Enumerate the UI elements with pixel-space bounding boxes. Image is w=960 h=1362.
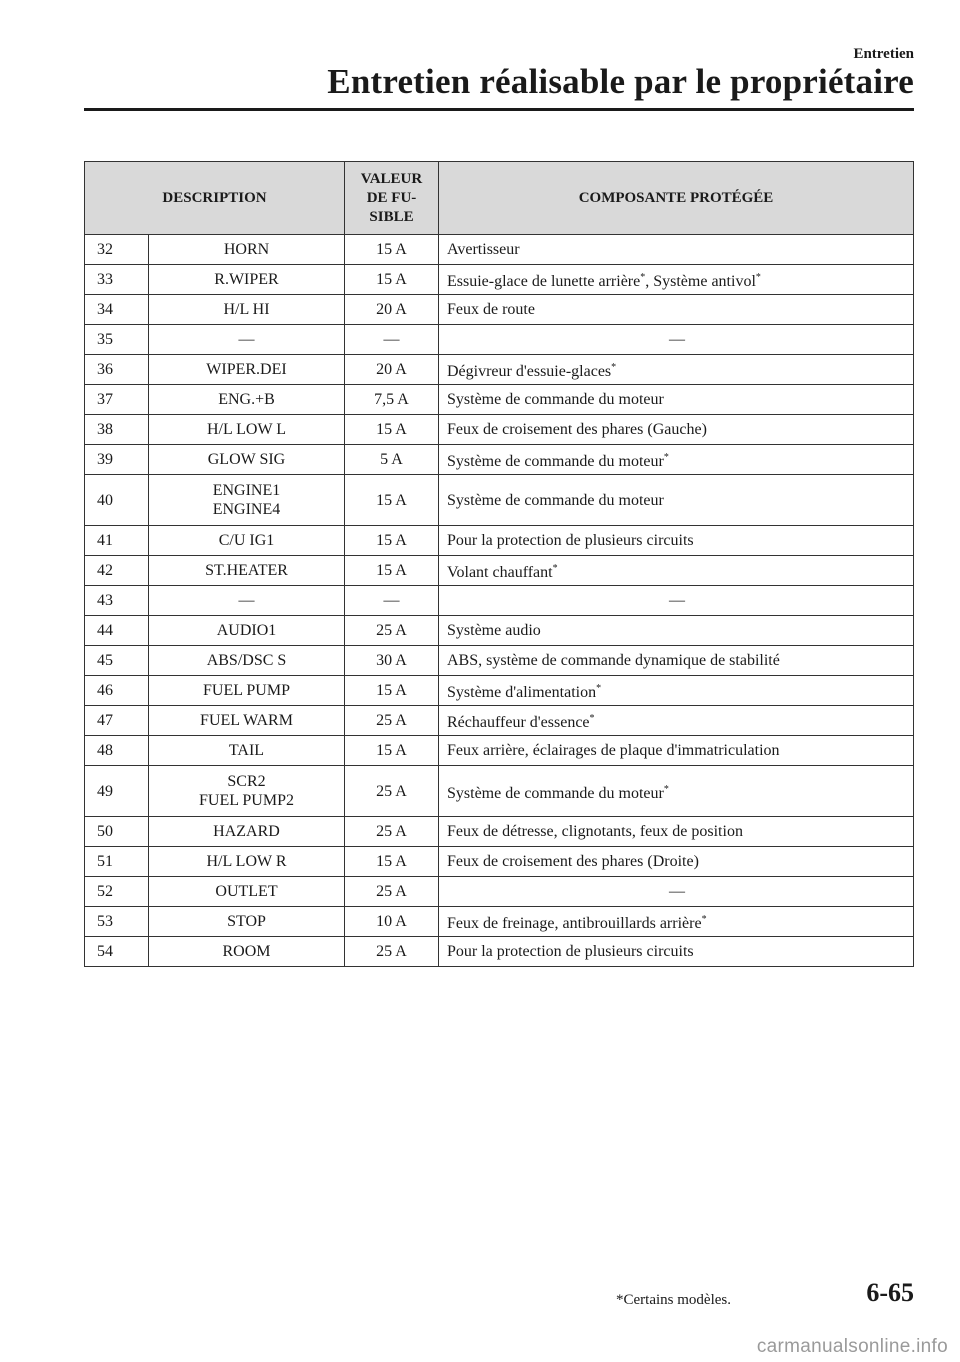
protected-component: ― bbox=[439, 586, 914, 616]
table-row bbox=[85, 325, 914, 355]
fuse-value: 30 A bbox=[345, 646, 439, 676]
fuse-description: HORN bbox=[149, 235, 345, 265]
fuse-number: 35 bbox=[85, 325, 149, 355]
fuse-description: OUTLET bbox=[149, 877, 345, 907]
fuse-value: ― bbox=[345, 325, 439, 355]
table-body bbox=[85, 235, 914, 967]
fuse-description: SCR2 FUEL PUMP2 bbox=[149, 766, 345, 817]
fuse-description: TAIL bbox=[149, 736, 345, 766]
fuse-description: H/L LOW L bbox=[149, 415, 345, 445]
fuse-value: 20 A bbox=[345, 295, 439, 325]
table-row bbox=[85, 355, 914, 385]
protected-component: Feux de détresse, clignotants, feux de position bbox=[439, 817, 914, 847]
table-row bbox=[85, 766, 914, 817]
fuse-description: H/L HI bbox=[149, 295, 345, 325]
fuse-description: ROOM bbox=[149, 937, 345, 967]
fuse-value: 15 A bbox=[345, 526, 439, 556]
watermark-text: carmanualsonline.info bbox=[756, 1336, 948, 1357]
fuse-number: 40 bbox=[85, 475, 149, 526]
page-title: Entretien réalisable par le propriétaire bbox=[327, 62, 914, 101]
table-row bbox=[85, 646, 914, 676]
fuse-table bbox=[84, 161, 914, 967]
protected-component: Avertisseur bbox=[439, 235, 914, 265]
fuse-value: 10 A bbox=[345, 907, 439, 937]
fuse-description: AUDIO1 bbox=[149, 616, 345, 646]
fuse-description: GLOW SIG bbox=[149, 445, 345, 475]
fuse-description: FUEL PUMP bbox=[149, 676, 345, 706]
fuse-description: ENG.+B bbox=[149, 385, 345, 415]
table-row bbox=[85, 526, 914, 556]
fuse-number: 33 bbox=[85, 265, 149, 295]
protected-component: Pour la protection de plusieurs circuits bbox=[439, 937, 914, 967]
fuse-number: 50 bbox=[85, 817, 149, 847]
fuse-description: ABS/DSC S bbox=[149, 646, 345, 676]
page-number: 6-65 bbox=[866, 1278, 914, 1307]
fuse-number: 44 bbox=[85, 616, 149, 646]
protected-component: Feux arrière, éclairages de plaque d'immatriculation bbox=[439, 736, 914, 766]
table-row bbox=[85, 445, 914, 475]
protected-component: Feux de croisement des phares (Gauche) bbox=[439, 415, 914, 445]
table-row bbox=[85, 586, 914, 616]
fuse-value: ― bbox=[345, 586, 439, 616]
fuse-description: WIPER.DEI bbox=[149, 355, 345, 385]
fuse-number: 46 bbox=[85, 676, 149, 706]
fuse-value: 15 A bbox=[345, 676, 439, 706]
protected-component: Système de commande du moteur* bbox=[439, 445, 914, 475]
fuse-value: 15 A bbox=[345, 265, 439, 295]
column-header-protected-component: COMPOSANTE PROTÉGÉE bbox=[439, 162, 914, 235]
fuse-value: 20 A bbox=[345, 355, 439, 385]
fuse-number: 32 bbox=[85, 235, 149, 265]
fuse-value: 15 A bbox=[345, 847, 439, 877]
fuse-description: C/U IG1 bbox=[149, 526, 345, 556]
protected-component: Feux de freinage, antibrouillards arrière* bbox=[439, 907, 914, 937]
column-header-description: DESCRIPTION bbox=[85, 162, 345, 235]
protected-component: Volant chauffant* bbox=[439, 556, 914, 586]
table-row bbox=[85, 706, 914, 736]
fuse-description: ― bbox=[149, 325, 345, 355]
protected-component: Système audio bbox=[439, 616, 914, 646]
fuse-number: 45 bbox=[85, 646, 149, 676]
fuse-number: 48 bbox=[85, 736, 149, 766]
fuse-description: ENGINE1 ENGINE4 bbox=[149, 475, 345, 526]
protected-component: Système de commande du moteur bbox=[439, 475, 914, 526]
fuse-description: H/L LOW R bbox=[149, 847, 345, 877]
table-row bbox=[85, 475, 914, 526]
fuse-number: 47 bbox=[85, 706, 149, 736]
table-row bbox=[85, 676, 914, 706]
fuse-number: 41 bbox=[85, 526, 149, 556]
fuse-description: STOP bbox=[149, 907, 345, 937]
fuse-description: ― bbox=[149, 586, 345, 616]
header-divider bbox=[84, 108, 914, 111]
table-row bbox=[85, 847, 914, 877]
fuse-number: 34 bbox=[85, 295, 149, 325]
fuse-number: 36 bbox=[85, 355, 149, 385]
protected-component: Système de commande du moteur* bbox=[439, 766, 914, 817]
table-row bbox=[85, 385, 914, 415]
fuse-value: 15 A bbox=[345, 556, 439, 586]
fuse-number: 39 bbox=[85, 445, 149, 475]
table-row bbox=[85, 907, 914, 937]
protected-component: Feux de croisement des phares (Droite) bbox=[439, 847, 914, 877]
fuse-value: 15 A bbox=[345, 415, 439, 445]
fuse-number: 54 bbox=[85, 937, 149, 967]
table-row bbox=[85, 937, 914, 967]
protected-component: Système d'alimentation* bbox=[439, 676, 914, 706]
table-row bbox=[85, 877, 914, 907]
table-row bbox=[85, 415, 914, 445]
fuse-value: 25 A bbox=[345, 877, 439, 907]
table-row bbox=[85, 817, 914, 847]
fuse-number: 52 bbox=[85, 877, 149, 907]
fuse-value: 7,5 A bbox=[345, 385, 439, 415]
fuse-value: 25 A bbox=[345, 937, 439, 967]
protected-component: Réchauffeur d'essence* bbox=[439, 706, 914, 736]
protected-component: ― bbox=[439, 877, 914, 907]
column-header-fuse-value-text: VALEUR DE FU- SIBLE bbox=[360, 170, 423, 225]
fuse-number: 43 bbox=[85, 586, 149, 616]
protected-component: ― bbox=[439, 325, 914, 355]
footnote: *Certains modèles. bbox=[616, 1292, 731, 1308]
table-row bbox=[85, 265, 914, 295]
fuse-value: 15 A bbox=[345, 235, 439, 265]
fuse-number: 37 bbox=[85, 385, 149, 415]
fuse-number: 49 bbox=[85, 766, 149, 817]
fuse-description: ST.HEATER bbox=[149, 556, 345, 586]
fuse-description: FUEL WARM bbox=[149, 706, 345, 736]
protected-component: Feux de route bbox=[439, 295, 914, 325]
fuse-description: R.WIPER bbox=[149, 265, 345, 295]
fuse-value: 5 A bbox=[345, 445, 439, 475]
protected-component: Pour la protection de plusieurs circuits bbox=[439, 526, 914, 556]
fuse-value: 25 A bbox=[345, 706, 439, 736]
table-row bbox=[85, 736, 914, 766]
fuse-value: 25 A bbox=[345, 817, 439, 847]
fuse-number: 53 bbox=[85, 907, 149, 937]
table-row bbox=[85, 295, 914, 325]
protected-component: Système de commande du moteur bbox=[439, 385, 914, 415]
fuse-description: HAZARD bbox=[149, 817, 345, 847]
fuse-value: 25 A bbox=[345, 766, 439, 817]
protected-component: Essuie-glace de lunette arrière*, Système antivol* bbox=[439, 265, 914, 295]
column-header-fuse-value bbox=[345, 162, 439, 235]
fuse-value: 25 A bbox=[345, 616, 439, 646]
protected-component: Dégivreur d'essuie-glaces* bbox=[439, 355, 914, 385]
fuse-number: 42 bbox=[85, 556, 149, 586]
table-row bbox=[85, 616, 914, 646]
protected-component: ABS, système de commande dynamique de stabilité bbox=[439, 646, 914, 676]
table-header-row bbox=[85, 162, 914, 235]
table-row bbox=[85, 556, 914, 586]
fuse-value: 15 A bbox=[345, 475, 439, 526]
fuse-value: 15 A bbox=[345, 736, 439, 766]
fuse-number: 51 bbox=[85, 847, 149, 877]
table-row bbox=[85, 235, 914, 265]
section-label: Entretien bbox=[853, 46, 914, 62]
fuse-number: 38 bbox=[85, 415, 149, 445]
